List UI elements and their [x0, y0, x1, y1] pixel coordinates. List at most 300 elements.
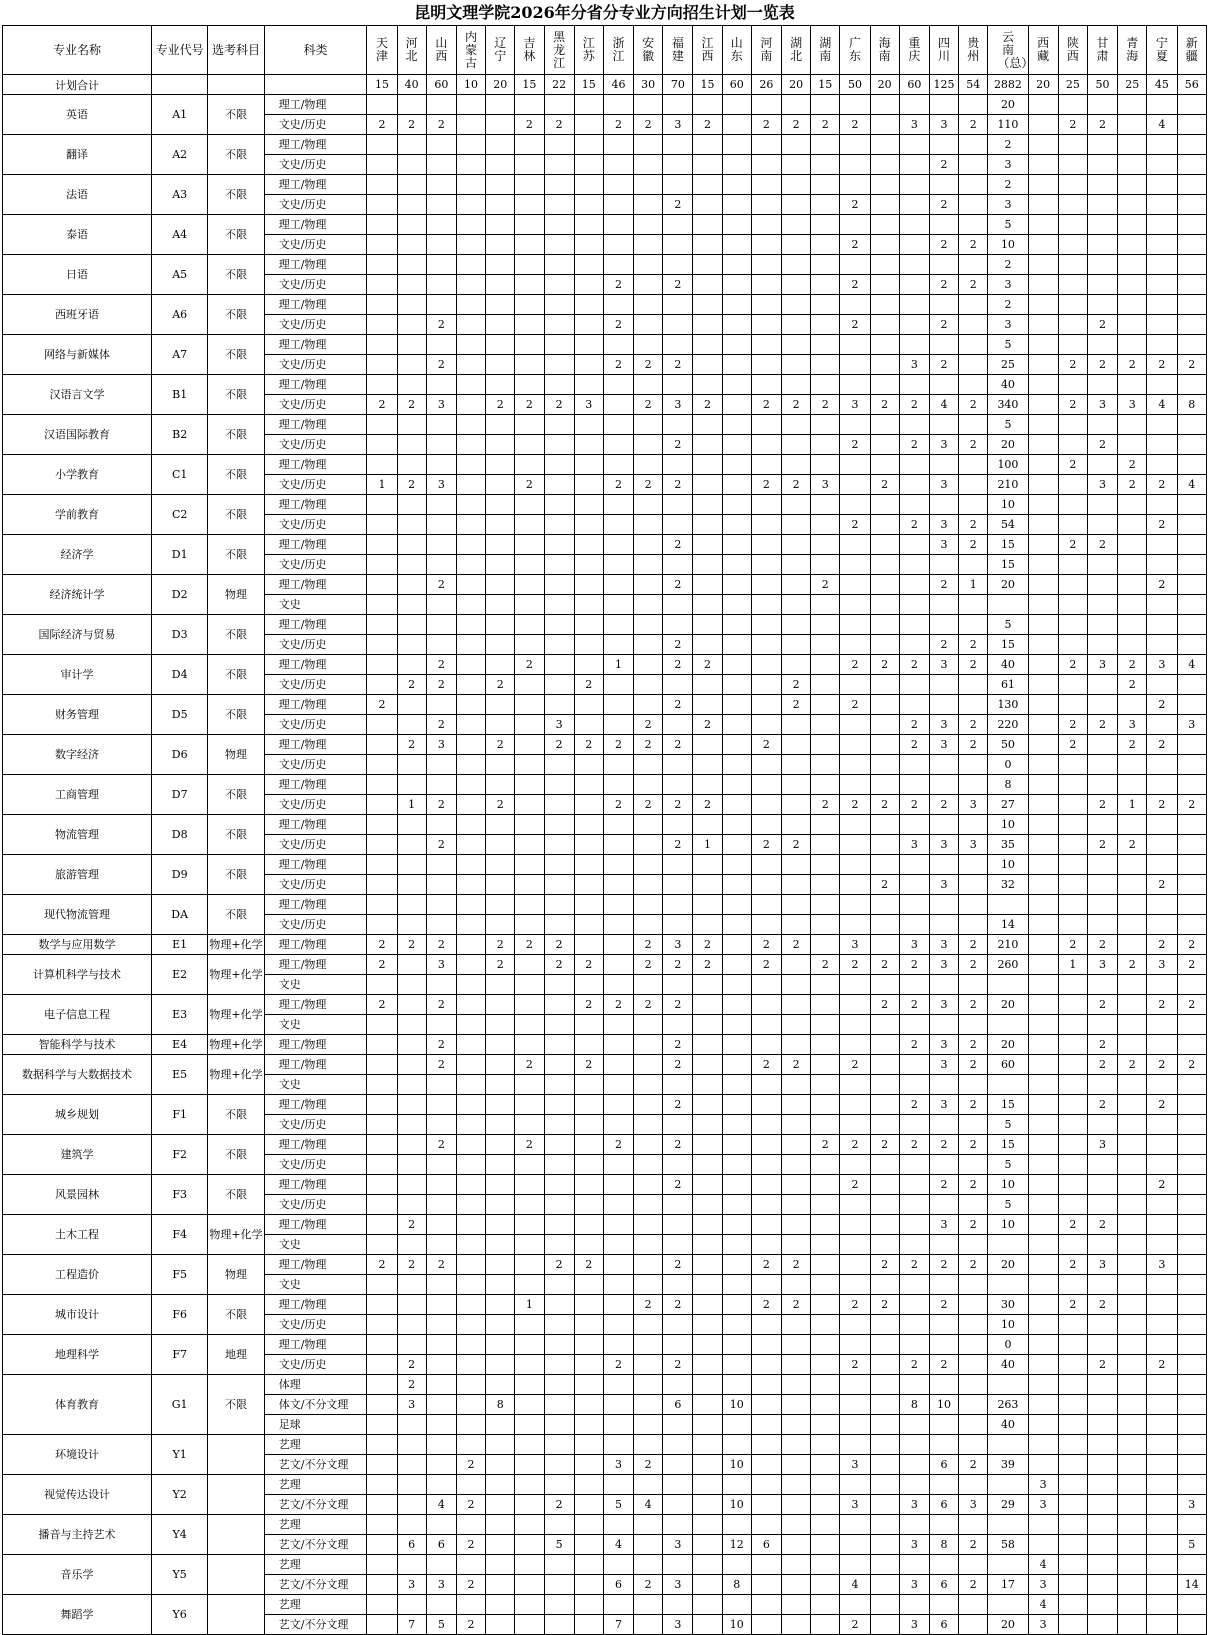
quota-gd: [840, 1435, 870, 1455]
quota-zj: [603, 1295, 633, 1315]
quota-hub: 2: [782, 1255, 811, 1275]
quota-fj: [663, 915, 693, 935]
quota-xj: [1177, 895, 1206, 915]
quota-hb: [397, 235, 426, 255]
quota-xz: [1028, 1435, 1058, 1455]
quota-hun: [811, 1035, 840, 1055]
quota-snx: [1058, 1575, 1087, 1595]
quota-sd: [722, 275, 751, 295]
quota-tj: [367, 835, 397, 855]
quota-snx: [1058, 1595, 1087, 1615]
quota-hub: [782, 1075, 811, 1095]
table-row: [3, 1175, 1207, 1195]
quota-hun: [811, 835, 840, 855]
quota-jx: [693, 495, 722, 515]
quota-xj: [1177, 595, 1206, 615]
quota-yn: 20: [988, 1255, 1028, 1275]
quota-jl: [515, 735, 544, 755]
quota-jl: [515, 1475, 544, 1495]
header-province-hun: 湖南: [811, 26, 840, 75]
quota-zj: 2: [603, 115, 633, 135]
quota-xj: [1177, 1375, 1206, 1395]
quota-tj: [367, 575, 397, 595]
quota-hub: [782, 1175, 811, 1195]
quota-gs: 2: [1087, 355, 1117, 375]
quota-fj: [663, 595, 693, 615]
quota-sx: [426, 295, 456, 315]
quota-qh: [1118, 235, 1147, 255]
quota-cq: [899, 1055, 929, 1075]
quota-nmg: 2: [456, 1575, 485, 1595]
quota-qh: 3: [1118, 715, 1147, 735]
quota-zj: 2: [603, 1135, 633, 1155]
major-code: Y2: [151, 1475, 207, 1515]
quota-sd: [722, 615, 751, 635]
category-label: 理工/物理: [264, 415, 367, 435]
quota-ah: [634, 1315, 663, 1335]
quota-ah: [634, 1275, 663, 1295]
major-subject: 不限: [208, 1375, 264, 1435]
quota-sd: [722, 935, 751, 955]
quota-gd: [840, 635, 870, 655]
quota-nmg: 2: [456, 1615, 485, 1635]
quota-xz: [1028, 795, 1058, 815]
quota-snx: [1058, 295, 1087, 315]
quota-ln: [486, 235, 515, 255]
quota-sx: [426, 515, 456, 535]
quota-js: [574, 1355, 603, 1375]
quota-xj: [1177, 915, 1206, 935]
quota-jx: [693, 915, 722, 935]
quota-sd: [722, 1355, 751, 1375]
quota-ln: [486, 275, 515, 295]
quota-gs: [1087, 295, 1117, 315]
quota-ln: [486, 1175, 515, 1195]
quota-gz: 2: [959, 1455, 988, 1475]
quota-gz: [959, 595, 988, 615]
quota-hb: [397, 1015, 426, 1035]
quota-hub: [782, 915, 811, 935]
quota-cq: [899, 255, 929, 275]
quota-xz: 3: [1028, 1615, 1058, 1635]
quota-hain: 2: [870, 875, 899, 895]
quota-hb: [397, 155, 426, 175]
quota-jl: [515, 975, 544, 995]
quota-nx: [1147, 415, 1177, 435]
quota-gs: [1087, 635, 1117, 655]
table-row: [3, 1055, 1207, 1075]
quota-zj: [603, 675, 633, 695]
header-province-qh: 青海: [1118, 26, 1147, 75]
quota-qh: [1118, 635, 1147, 655]
quota-sd: [722, 115, 751, 135]
major-subject: 不限: [208, 1095, 264, 1135]
quota-fj: [663, 715, 693, 735]
quota-jl: [515, 795, 544, 815]
quota-hb: [397, 815, 426, 835]
quota-nmg: [456, 1335, 485, 1355]
quota-sc: [929, 815, 958, 835]
quota-tj: [367, 1135, 397, 1155]
quota-jx: [693, 675, 722, 695]
quota-snx: [1058, 175, 1087, 195]
quota-jx: [693, 1035, 722, 1055]
quota-hn: [751, 1615, 781, 1635]
quota-nmg: [456, 495, 485, 515]
quota-jx: 1: [693, 835, 722, 855]
quota-ln: [486, 1015, 515, 1035]
quota-hlj: [544, 615, 574, 635]
quota-hub: [782, 1615, 811, 1635]
quota-zj: 7: [603, 1615, 633, 1635]
quota-gs: [1087, 1475, 1117, 1495]
quota-nmg: [456, 995, 485, 1015]
quota-xj: [1177, 1415, 1206, 1435]
quota-sc: [929, 495, 958, 515]
quota-tj: 1: [367, 475, 397, 495]
quota-hb: [397, 1435, 426, 1455]
quota-js: [574, 295, 603, 315]
quota-xj: [1177, 815, 1206, 835]
quota-hn: 2: [751, 1055, 781, 1075]
quota-zj: [603, 1315, 633, 1335]
quota-gs: [1087, 675, 1117, 695]
quota-fj: [663, 415, 693, 435]
quota-xz: [1028, 855, 1058, 875]
quota-xj: [1177, 635, 1206, 655]
quota-zj: 2: [603, 275, 633, 295]
quota-js: [574, 355, 603, 375]
quota-sx: [426, 1175, 456, 1195]
quota-gd: [840, 895, 870, 915]
quota-sc: 3: [929, 515, 958, 535]
quota-ln: [486, 615, 515, 635]
quota-hn: 6: [751, 1535, 781, 1555]
quota-hain: [870, 815, 899, 835]
quota-xj: [1177, 515, 1206, 535]
quota-sd: [722, 515, 751, 535]
quota-xz: [1028, 915, 1058, 935]
quota-cq: [899, 1415, 929, 1435]
category-label: 理工/物理: [264, 1255, 367, 1275]
major-name: 经济统计学: [3, 575, 152, 615]
category-label: 理工/物理: [264, 895, 367, 915]
quota-gd: 2: [840, 435, 870, 455]
quota-snx: [1058, 695, 1087, 715]
quota-ln: [486, 455, 515, 475]
quota-hb: [397, 655, 426, 675]
quota-hlj: 2: [544, 1255, 574, 1275]
quota-gs: 3: [1087, 475, 1117, 495]
quota-sx: [426, 635, 456, 655]
quota-hb: [397, 1455, 426, 1475]
quota-hain: [870, 135, 899, 155]
quota-hain: [870, 455, 899, 475]
header-province-sx: 山西: [426, 26, 456, 75]
quota-gd: 2: [840, 695, 870, 715]
quota-ln: [486, 715, 515, 735]
quota-jl: [515, 275, 544, 295]
quota-hun: [811, 235, 840, 255]
quota-hub: [782, 1315, 811, 1335]
quota-cq: 3: [899, 355, 929, 375]
quota-hb: 6: [397, 1535, 426, 1555]
quota-sd: [722, 1175, 751, 1195]
quota-js: [574, 835, 603, 855]
quota-gs: [1087, 1335, 1117, 1355]
quota-xj: [1177, 95, 1206, 115]
quota-gs: 2: [1087, 715, 1117, 735]
total-snx: 25: [1058, 75, 1087, 95]
quota-gs: [1087, 1535, 1117, 1555]
quota-sx: 2: [426, 935, 456, 955]
quota-hain: [870, 675, 899, 695]
quota-tj: [367, 895, 397, 915]
quota-tj: [367, 255, 397, 275]
quota-zj: [603, 535, 633, 555]
quota-snx: 2: [1058, 115, 1087, 135]
quota-sd: [722, 175, 751, 195]
quota-ah: [634, 455, 663, 475]
quota-yn: 35: [988, 835, 1028, 855]
quota-zj: 3: [603, 1455, 633, 1475]
quota-hun: 3: [811, 475, 840, 495]
quota-nx: [1147, 1015, 1177, 1035]
quota-yn: [988, 975, 1028, 995]
major-subject: 不限: [208, 535, 264, 575]
quota-hb: [397, 695, 426, 715]
quota-hn: [751, 1555, 781, 1575]
quota-ln: [486, 1095, 515, 1115]
quota-qh: [1118, 695, 1147, 715]
category-label: 艺文/不分文理: [264, 1535, 367, 1555]
quota-js: [574, 855, 603, 875]
quota-sd: [722, 1415, 751, 1435]
quota-ln: [486, 355, 515, 375]
category-label: 文史/历史: [264, 875, 367, 895]
quota-hn: [751, 195, 781, 215]
quota-snx: [1058, 815, 1087, 835]
quota-sd: [722, 1115, 751, 1135]
total-row: [3, 75, 1207, 95]
quota-yn: 15: [988, 635, 1028, 655]
quota-jl: [515, 1535, 544, 1555]
quota-hn: [751, 595, 781, 615]
quota-gz: 2: [959, 275, 988, 295]
quota-hain: 2: [870, 1135, 899, 1155]
quota-hub: [782, 95, 811, 115]
quota-hn: [751, 515, 781, 535]
quota-gs: [1087, 1575, 1117, 1595]
quota-zj: [603, 1195, 633, 1215]
quota-gz: [959, 355, 988, 375]
quota-fj: 2: [663, 475, 693, 495]
quota-sc: [929, 1515, 958, 1535]
category-label: 文史/历史: [264, 795, 367, 815]
quota-qh: [1118, 375, 1147, 395]
quota-yn: 3: [988, 155, 1028, 175]
quota-sd: [722, 715, 751, 735]
quota-xj: [1177, 215, 1206, 235]
quota-nmg: [456, 1215, 485, 1235]
quota-hain: 2: [870, 1295, 899, 1315]
quota-xz: [1028, 355, 1058, 375]
quota-gs: [1087, 1455, 1117, 1475]
quota-hun: [811, 175, 840, 195]
quota-gd: [840, 815, 870, 835]
quota-xj: [1177, 975, 1206, 995]
quota-xj: 2: [1177, 795, 1206, 815]
quota-gs: [1087, 755, 1117, 775]
quota-ln: [486, 695, 515, 715]
quota-cq: [899, 875, 929, 895]
quota-jx: [693, 235, 722, 255]
quota-nx: [1147, 235, 1177, 255]
quota-snx: [1058, 235, 1087, 255]
major-code: Y1: [151, 1435, 207, 1475]
quota-snx: [1058, 755, 1087, 775]
quota-fj: 2: [663, 735, 693, 755]
quota-sx: [426, 415, 456, 435]
quota-sc: 2: [929, 235, 958, 255]
quota-hun: [811, 1335, 840, 1355]
quota-ln: [486, 295, 515, 315]
quota-snx: [1058, 1055, 1087, 1075]
category-label: 艺文/不分文理: [264, 1455, 367, 1475]
quota-sd: [722, 495, 751, 515]
quota-gs: [1087, 1175, 1117, 1195]
major-code: D4: [151, 655, 207, 695]
quota-ah: 2: [634, 115, 663, 135]
quota-ln: [486, 135, 515, 155]
quota-hain: [870, 1575, 899, 1595]
quota-fj: [663, 895, 693, 915]
category-label: 理工/物理: [264, 935, 367, 955]
quota-jx: 2: [693, 655, 722, 675]
quota-sd: [722, 595, 751, 615]
quota-nx: [1147, 135, 1177, 155]
quota-hn: [751, 1115, 781, 1135]
quota-sc: 3: [929, 995, 958, 1015]
quota-sd: [722, 1235, 751, 1255]
quota-sc: [929, 1375, 958, 1395]
quota-nmg: [456, 1475, 485, 1495]
quota-hlj: [544, 455, 574, 475]
quota-js: [574, 435, 603, 455]
quota-hun: [811, 615, 840, 635]
quota-snx: [1058, 1455, 1087, 1475]
quota-jx: [693, 1515, 722, 1535]
quota-sx: [426, 1515, 456, 1535]
quota-gd: [840, 995, 870, 1015]
quota-sc: [929, 1015, 958, 1035]
quota-yn: 5: [988, 1115, 1028, 1135]
quota-hain: [870, 1075, 899, 1095]
quota-gd: [840, 615, 870, 635]
quota-xj: 2: [1177, 935, 1206, 955]
quota-qh: [1118, 1415, 1147, 1435]
quota-fj: 2: [663, 275, 693, 295]
quota-sc: [929, 1595, 958, 1615]
quota-hlj: [544, 235, 574, 255]
quota-ln: [486, 1495, 515, 1515]
quota-snx: [1058, 315, 1087, 335]
table-row: [3, 215, 1207, 235]
header-province-tj: 天津: [367, 26, 397, 75]
quota-xz: [1028, 235, 1058, 255]
quota-qh: [1118, 975, 1147, 995]
quota-gd: 2: [840, 515, 870, 535]
major-subject: 物理: [208, 575, 264, 615]
quota-yn: 10: [988, 495, 1028, 515]
quota-zj: [603, 235, 633, 255]
quota-hain: [870, 175, 899, 195]
quota-sx: [426, 1475, 456, 1495]
quota-hlj: 2: [544, 115, 574, 135]
quota-nx: [1147, 775, 1177, 795]
quota-hn: [751, 375, 781, 395]
quota-ln: [486, 1115, 515, 1135]
quota-nx: [1147, 1215, 1177, 1235]
quota-jl: [515, 595, 544, 615]
total-hub: 20: [782, 75, 811, 95]
quota-gs: [1087, 1615, 1117, 1635]
quota-hn: [751, 175, 781, 195]
quota-cq: [899, 695, 929, 715]
quota-jl: [515, 1115, 544, 1135]
quota-tj: [367, 1615, 397, 1635]
quota-cq: [899, 615, 929, 635]
quota-sx: [426, 1415, 456, 1435]
quota-cq: [899, 675, 929, 695]
quota-hun: [811, 755, 840, 775]
quota-gd: [840, 835, 870, 855]
category-label: 文史/历史: [264, 1355, 367, 1375]
quota-gz: [959, 675, 988, 695]
quota-hlj: [544, 215, 574, 235]
quota-js: [574, 215, 603, 235]
quota-sx: [426, 1555, 456, 1575]
quota-hn: [751, 315, 781, 335]
quota-qh: [1118, 1395, 1147, 1415]
quota-hun: [811, 555, 840, 575]
quota-ah: [634, 1255, 663, 1275]
quota-hain: [870, 295, 899, 315]
quota-tj: [367, 1195, 397, 1215]
quota-tj: 2: [367, 935, 397, 955]
quota-xz: [1028, 755, 1058, 775]
quota-hlj: [544, 475, 574, 495]
quota-fj: [663, 1275, 693, 1295]
major-name: 小学教育: [3, 455, 152, 495]
quota-ln: [486, 1315, 515, 1335]
major-subject: 不限: [208, 495, 264, 535]
quota-qh: [1118, 435, 1147, 455]
quota-yn: 210: [988, 935, 1028, 955]
quota-hb: [397, 1335, 426, 1355]
quota-tj: [367, 1035, 397, 1055]
quota-hain: 2: [870, 395, 899, 415]
quota-ah: [634, 1375, 663, 1395]
quota-hn: [751, 655, 781, 675]
category-label: 文史/历史: [264, 115, 367, 135]
total-label: 计划合计: [3, 75, 152, 95]
quota-sc: [929, 915, 958, 935]
major-subject: 不限: [208, 695, 264, 735]
quota-cq: 3: [899, 1575, 929, 1595]
quota-js: [574, 1395, 603, 1415]
quota-nx: [1147, 375, 1177, 395]
